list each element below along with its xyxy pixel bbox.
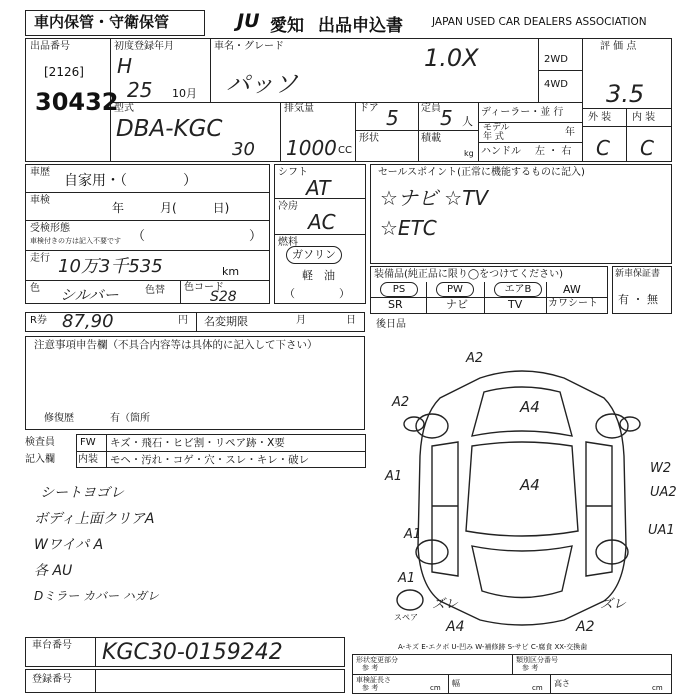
damage-legend: A-キズ E-エクボ U-凹み W-補修跡 S-サビ C-腐食 XX-交換歯	[398, 643, 588, 651]
dealer-label: ディーラー・並 行	[481, 107, 564, 118]
nen-label: 年	[565, 127, 575, 138]
handle-lr: 左 ・ 右	[535, 146, 572, 157]
inspect-label: 車検	[30, 195, 50, 206]
drive-2wd: 2WD	[544, 54, 568, 65]
int-label: 内 装	[632, 112, 656, 123]
mark-hood-a4: A4	[520, 398, 540, 416]
interior-label: 内装	[78, 454, 98, 465]
note-1: シートヨゴレ	[40, 485, 124, 501]
equip-ps: PS	[380, 282, 418, 297]
color-change-label: 色替	[145, 285, 165, 296]
notice-label: 注意事項申告欄（不具合内容等は具体的に記入して下さい）	[34, 339, 318, 351]
mark-front-a2: A2	[466, 351, 484, 366]
equip-airbag: エアB	[494, 282, 542, 297]
mark-rear-a4: A4	[446, 619, 465, 635]
disp-label: 排気量	[284, 103, 314, 114]
ref-1: 参 考	[362, 664, 379, 672]
sales-label: セールスポイント(正常に機能するものに記入)	[378, 167, 585, 178]
handle-label: ハンドル	[481, 146, 521, 157]
cc-unit: CC	[338, 145, 352, 156]
mileage-value: 10万3千535	[58, 256, 163, 277]
door-label: ドア	[359, 103, 379, 114]
form-sub: 車検付きの方は記入不要です	[30, 237, 121, 245]
grade: 1.0X	[424, 44, 479, 72]
width-label: 幅	[452, 679, 460, 688]
ac-value: AC	[308, 210, 336, 234]
cm-1: cm	[430, 684, 441, 692]
mark-roof-a4: A4	[520, 476, 540, 494]
color-label: 色	[30, 283, 40, 294]
cm-2: cm	[532, 684, 543, 692]
km-unit: km	[222, 265, 240, 278]
reg-no-box	[25, 669, 345, 693]
yen-unit: 円	[178, 315, 188, 326]
shape-change-label: 形状変更部分	[356, 656, 398, 664]
name-label: 車名・グレード	[214, 41, 284, 52]
ju-logo: JU	[237, 10, 260, 32]
fw-items: キズ・飛石・ヒビ割・リペア跡・X要	[110, 437, 285, 449]
eval-label: 評 価 点	[600, 41, 637, 52]
reg-year: 25	[127, 78, 153, 102]
mark-left-rear-a1: A1	[404, 527, 422, 542]
load-label: 積載	[421, 133, 441, 144]
fuel-gas: ガソリン	[286, 246, 342, 264]
warranty-value: 有 ・ 無	[618, 293, 658, 306]
drive-4wd: 4WD	[544, 79, 568, 90]
mark-right-zure: ズレ	[600, 597, 627, 612]
reg-era: H	[117, 54, 133, 78]
chassis-number: KGC30-0159242	[102, 640, 283, 665]
equip-label: 装備品(純正品に限り◯をつけてください)	[374, 269, 563, 280]
equip-seat: カワシート	[548, 298, 598, 309]
sales-box	[370, 164, 672, 264]
length-ref: 参 考	[362, 684, 379, 692]
mileage-label: 走行	[30, 253, 50, 264]
day-unit: 日	[346, 315, 356, 326]
int-grade: C	[640, 136, 654, 160]
cm-3: cm	[652, 684, 663, 692]
doc-title: 出品申込書	[318, 16, 403, 36]
equip-pw: PW	[436, 282, 474, 297]
ext-grade: C	[596, 136, 610, 160]
cap-unit: 人	[462, 115, 473, 128]
ac-label: 冷房	[278, 201, 298, 212]
repair-label: 修復歴	[44, 413, 74, 424]
int-items: モヘ・汚れ・コゲ・穴・スレ・キレ・破レ	[110, 454, 310, 466]
ref-2: 参 考	[522, 664, 539, 672]
fw-label: FW	[80, 437, 96, 448]
mark-rear-a2: A2	[576, 619, 595, 635]
fuel-diesel: 軽 油	[302, 269, 335, 282]
shape-label: 形状	[359, 133, 379, 144]
equip-aw: AW	[563, 283, 581, 296]
form-value: （ ）	[132, 229, 263, 244]
cap-label: 定員	[421, 103, 441, 114]
sales-1: ☆ナビ ☆TV	[380, 186, 489, 210]
note-4: 各 AU	[34, 563, 73, 579]
spare-label: スペア	[394, 613, 418, 622]
inspector-label: 検査員	[25, 437, 55, 448]
fuel-label: 燃料	[278, 237, 298, 248]
note-3: Wワイパ A	[34, 537, 104, 553]
reg-label: 初度登録年月	[114, 41, 174, 52]
name-change-label: 名変期限	[204, 315, 248, 328]
color-code: S28	[210, 289, 237, 305]
lot-number: 30432	[35, 88, 119, 116]
note-2: ボディ上面クリアA	[34, 511, 155, 527]
shift-value: AT	[306, 176, 331, 200]
r-value: 87,90	[62, 311, 114, 332]
kg-unit: kg	[464, 149, 474, 158]
note-5: Dミラー カバー ハガレ	[34, 589, 159, 603]
model-code-1: DBA-KGC	[116, 116, 223, 142]
lot-small: [2126]	[44, 65, 84, 79]
mark-right-ua1: UA1	[648, 523, 675, 538]
score: 3.5	[606, 80, 645, 108]
capacity: 5	[440, 106, 453, 130]
car-diagram	[372, 346, 672, 646]
displacement: 1000	[286, 136, 337, 160]
warranty-label: 新車保証書	[615, 269, 661, 279]
repair-value: 有（箇所	[110, 413, 150, 424]
equip-tv: TV	[508, 298, 523, 311]
equip-sr: SR	[388, 298, 403, 311]
ext-label: 外 装	[588, 112, 612, 123]
chassis-label: 車台番号	[32, 640, 72, 651]
mark-left-mirror-a2: A2	[392, 395, 410, 410]
english-title: JAPAN USED CAR DEALERS ASSOCIATION	[432, 16, 647, 28]
car-name: パッソ	[226, 70, 298, 98]
entry-label: 記入欄	[25, 454, 55, 465]
reg-month: 10月	[172, 87, 197, 100]
inspect-value: 年 月( 日)	[112, 201, 230, 215]
mark-left-door-a1: A1	[385, 469, 403, 484]
fuel-other: （ ）	[284, 287, 350, 300]
lot-label: 出品番号	[30, 41, 70, 52]
model-label: 型式	[114, 103, 134, 114]
mark-right-ua2: UA2	[650, 485, 677, 500]
history-value: 自家用・（ ）	[64, 173, 197, 189]
later-label: 後日品	[376, 319, 406, 330]
org-name: 愛知	[270, 16, 304, 36]
sales-2: ☆ETC	[380, 216, 437, 240]
storage-notice-box	[25, 10, 205, 36]
model-year-label: モデル 年 式	[483, 123, 510, 142]
mark-left-lower-a1: A1	[398, 571, 416, 586]
month-unit: 月	[296, 315, 306, 326]
shift-label: シフト	[278, 167, 308, 178]
color-no-label: 色コード	[184, 282, 224, 293]
length-label: 車検証長さ	[356, 676, 391, 684]
mark-left-zure: ズレ	[432, 597, 459, 612]
mark-right-w2: W2	[650, 461, 672, 476]
equip-navi: ナビ	[446, 298, 468, 311]
reg-no-label: 登録番号	[32, 674, 72, 685]
special-label: 類別区分番号	[516, 656, 558, 664]
r-label: R券	[30, 315, 47, 326]
form-label: 受検形態	[30, 223, 70, 234]
doors: 5	[386, 106, 399, 130]
height-label: 高さ	[554, 679, 570, 688]
model-code-2: 30	[232, 139, 255, 160]
color-value: シルバー	[60, 286, 119, 304]
storage-notice: 車内保管・守衛保管	[34, 13, 170, 31]
history-label: 車歴	[30, 167, 50, 178]
